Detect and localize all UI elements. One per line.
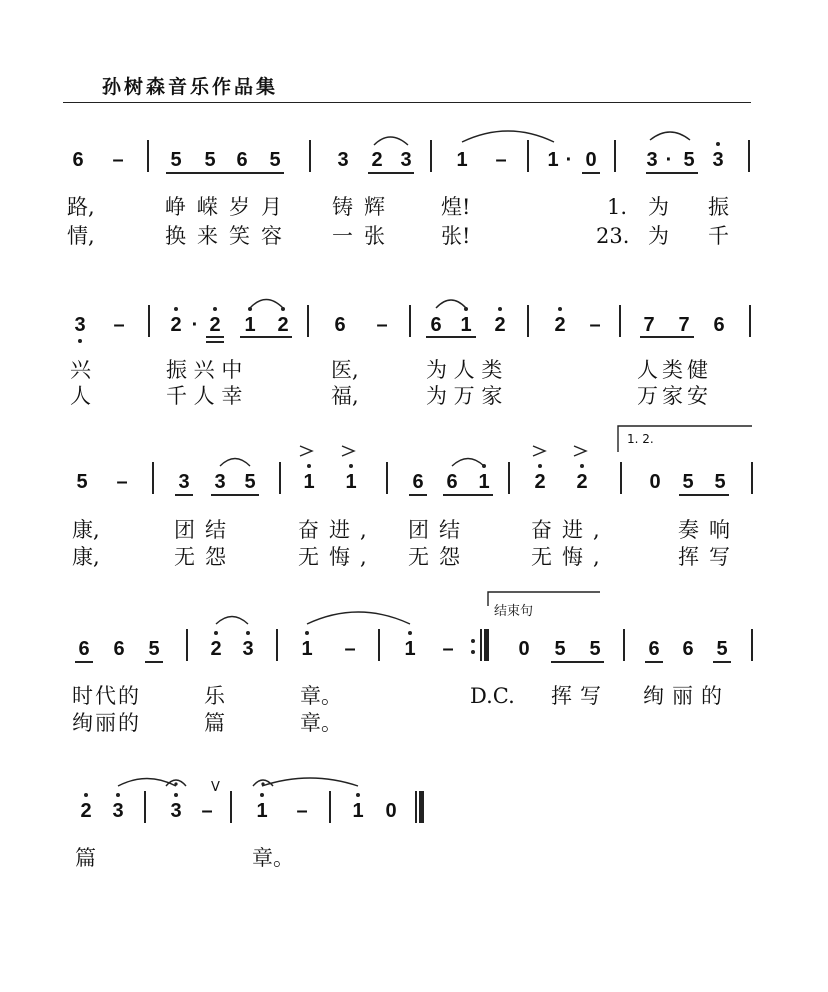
note: 2	[494, 314, 506, 336]
note: 5	[244, 471, 256, 493]
dash: –	[113, 314, 125, 336]
accent	[300, 446, 312, 456]
lyric: 奋进,	[531, 518, 610, 542]
lyric: 医,	[331, 358, 359, 382]
breath-mark: V	[211, 780, 220, 795]
note: 1	[303, 471, 315, 493]
note: 2	[534, 471, 546, 493]
note: 6	[446, 471, 458, 493]
note: 5	[269, 149, 281, 171]
lyric: 篇	[204, 711, 225, 735]
tie	[262, 778, 358, 786]
lyric: 绚丽的	[643, 684, 730, 708]
lyric: 峥嵘岁月	[165, 195, 293, 219]
lyric: 千 人 幸	[166, 384, 243, 408]
dc-marking: D.C.	[470, 684, 515, 708]
note: 2	[371, 149, 383, 171]
note: 3	[170, 800, 182, 822]
accent	[533, 446, 545, 456]
volta-first-label: 1. 2.	[627, 432, 654, 446]
lyric: 绚丽的	[72, 711, 141, 735]
note: 1	[256, 800, 268, 822]
lyric: 为	[648, 224, 669, 248]
note: 5	[683, 149, 695, 171]
note: 6	[72, 149, 84, 171]
lyric: 为 万 家	[426, 384, 503, 408]
lyric: 康,	[72, 518, 100, 542]
note: 1	[352, 800, 364, 822]
dash: –	[442, 638, 454, 660]
note: 2	[209, 314, 221, 336]
note: 1	[478, 471, 490, 493]
rest: 0	[385, 800, 397, 822]
lyric: 为	[648, 195, 669, 219]
note: 5	[554, 638, 566, 660]
note: 5	[714, 471, 726, 493]
note: 1	[345, 471, 357, 493]
lyric: 1.	[607, 195, 628, 219]
page-header-title: 孙树森音乐作品集	[102, 76, 279, 98]
slur	[220, 459, 250, 467]
note: 1	[244, 314, 256, 336]
note: 3	[112, 800, 124, 822]
accent	[342, 446, 354, 456]
lyric: 乐	[204, 684, 225, 708]
lyric: 振 兴 中	[166, 358, 243, 382]
lyric: 篇	[75, 846, 96, 870]
note: 1	[460, 314, 472, 336]
lyric: 换来笑容	[165, 224, 293, 248]
dash: –	[296, 800, 308, 822]
note: 3	[712, 149, 724, 171]
lyric: 章。	[300, 711, 342, 735]
volta-bracket-first	[618, 426, 752, 452]
rest: 0	[649, 471, 661, 493]
volta-ending-label: 结束句	[494, 604, 534, 619]
note: 6	[648, 638, 660, 660]
slur	[436, 300, 466, 308]
lyric: 奋进,	[298, 518, 377, 542]
note: 5	[589, 638, 601, 660]
dot-symbol: ·	[565, 149, 573, 171]
lyric: 煌!	[441, 195, 471, 219]
note: 3	[646, 149, 658, 171]
dash: –	[116, 471, 128, 493]
lyric: 康,	[72, 545, 100, 569]
lyric: 无悔,	[298, 545, 377, 569]
note: 3	[178, 471, 190, 493]
note: 5	[148, 638, 160, 660]
lyric: 团结	[174, 518, 236, 542]
note: 2	[80, 800, 92, 822]
lyric: 兴	[70, 358, 91, 382]
lyric: 23.	[596, 224, 630, 248]
slur	[374, 137, 408, 145]
note: 3	[242, 638, 254, 660]
note: 5	[716, 638, 728, 660]
note: 3	[74, 314, 86, 336]
lyric: 挥写	[551, 684, 609, 708]
dash: –	[112, 149, 124, 171]
accent	[574, 446, 586, 456]
note: 5	[76, 471, 88, 493]
fermata-dot	[261, 782, 264, 785]
lyric: 时代的	[72, 684, 141, 708]
note: 6	[334, 314, 346, 336]
lyric: 铸辉	[332, 195, 396, 219]
fermata-dot	[174, 782, 177, 785]
lyric: 千	[708, 224, 729, 248]
lyric: 路,	[67, 195, 95, 219]
lyric: 张!	[441, 224, 471, 248]
note: 5	[170, 149, 182, 171]
lyric: 人	[70, 384, 91, 408]
lyric: 福,	[331, 384, 359, 408]
note: 2	[210, 638, 222, 660]
note: 1	[301, 638, 313, 660]
lyric: 情,	[67, 224, 95, 248]
lyric: 人类健	[637, 358, 712, 382]
note: 1	[404, 638, 416, 660]
note: 6	[430, 314, 442, 336]
note: 7	[678, 314, 690, 336]
lyric: 万家安	[637, 384, 712, 408]
note: 6	[682, 638, 694, 660]
note: 3	[400, 149, 412, 171]
slur	[216, 617, 248, 625]
slur	[650, 132, 690, 140]
lyric: 无怨	[408, 545, 470, 569]
note: 2	[277, 314, 289, 336]
lyric: 为 人 类	[426, 358, 503, 382]
lyric: 奏响	[678, 518, 740, 542]
note: 3	[337, 149, 349, 171]
dot-symbol: ·	[191, 314, 199, 336]
note: 6	[236, 149, 248, 171]
lyric: 无怨	[174, 545, 236, 569]
dot-symbol: ·	[665, 149, 673, 171]
rest: 0	[518, 638, 530, 660]
lyric: 章。	[252, 846, 294, 870]
note: 7	[643, 314, 655, 336]
note: 6	[713, 314, 725, 336]
tie	[307, 612, 410, 624]
note: 6	[113, 638, 125, 660]
dash: –	[201, 800, 213, 822]
note: 2	[170, 314, 182, 336]
note: 3	[214, 471, 226, 493]
volta-bracket-ending	[488, 592, 600, 606]
dash: –	[589, 314, 601, 336]
lyric: 团结	[408, 518, 470, 542]
note: 2	[576, 471, 588, 493]
lyric: 振	[708, 195, 729, 219]
note: 1	[547, 149, 559, 171]
note: 5	[204, 149, 216, 171]
note: 5	[682, 471, 694, 493]
dash: –	[376, 314, 388, 336]
note: 1	[456, 149, 468, 171]
note: 6	[78, 638, 90, 660]
dash: –	[495, 149, 507, 171]
note: 6	[412, 471, 424, 493]
slur	[452, 459, 484, 467]
lyric: 无悔,	[531, 545, 610, 569]
lyric: 挥写	[678, 545, 740, 569]
rest: 0	[585, 149, 597, 171]
lyric: 一张	[332, 224, 396, 248]
lyric: 章。	[300, 684, 342, 708]
tie	[462, 131, 554, 142]
slur	[250, 300, 283, 309]
dash: –	[344, 638, 356, 660]
note: 2	[554, 314, 566, 336]
